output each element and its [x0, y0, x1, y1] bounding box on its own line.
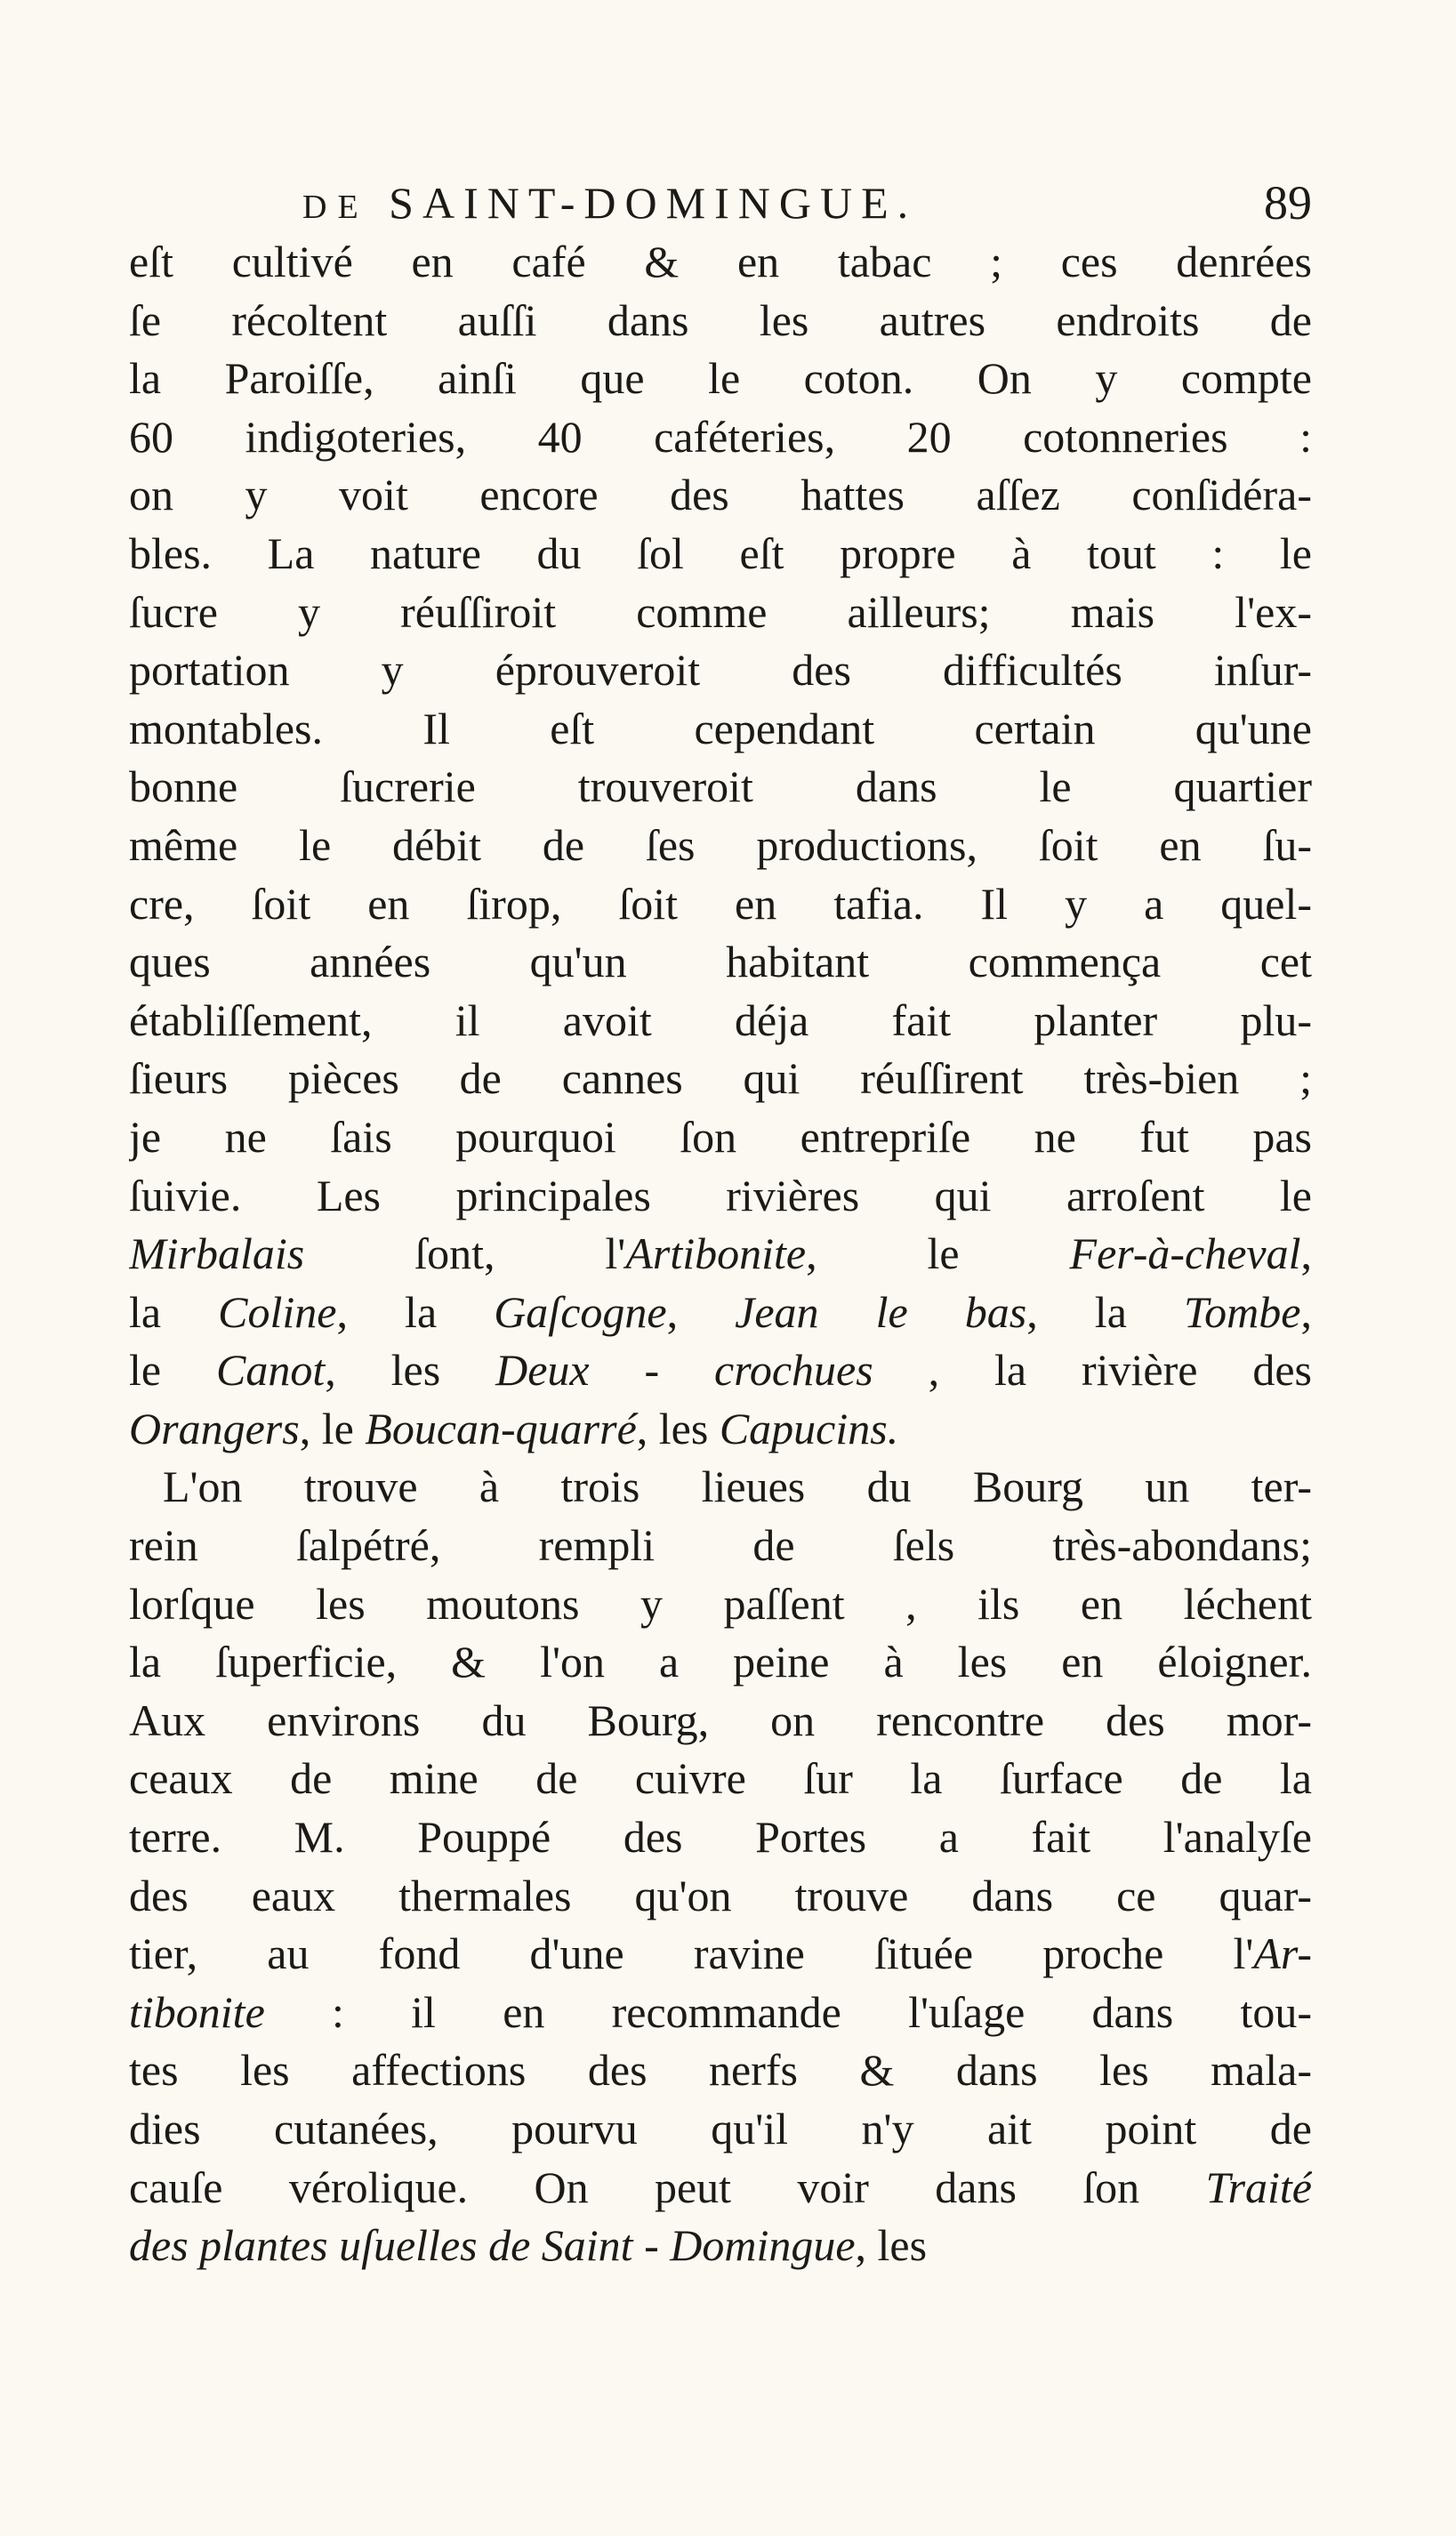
text-run: lorſque les moutons y paſſent , ils en léchent — [129, 1578, 1312, 1629]
text-run: la — [129, 1286, 219, 1337]
text-line — [129, 700, 1312, 759]
text-line — [129, 1575, 1312, 1634]
text-run: : il en recommande l'uſage dans tou- — [264, 1986, 1312, 2037]
text-run: ceaux de mine de cuivre ſur la ſurface de la — [129, 1753, 1312, 1804]
text-run: cre, ſoit en ſirop, ſoit en tafia. Il y a quel- — [129, 878, 1312, 929]
text-line — [129, 1225, 1312, 1284]
text-line — [129, 933, 1312, 992]
body-text — [129, 233, 1312, 2275]
text-line — [129, 1984, 1312, 2042]
running-title — [302, 174, 917, 236]
italic-text: Orangers — [129, 1403, 300, 1453]
text-run: , la — [336, 1286, 495, 1337]
text-run: 60 indigoteries, 40 caféteries, 20 cotonneries : — [129, 411, 1312, 462]
text-line — [129, 292, 1312, 350]
text-run: , — [1300, 1286, 1312, 1337]
italic-text: Canot — [216, 1345, 326, 1396]
text-line — [129, 584, 1312, 642]
text-run: L'on trouve à trois lieues du Bourg un ter- — [163, 1461, 1312, 1512]
text-line — [129, 1400, 1312, 1459]
text-run: cauſe vérolique. On peut voir dans ſon — [129, 2162, 1206, 2212]
text-run: ſont, l' — [304, 1228, 626, 1279]
italic-text: Artibonite — [625, 1228, 807, 1279]
italic-text: des plantes uſuelles de Saint - Domingue — [129, 2220, 856, 2271]
text-line — [129, 1108, 1312, 1167]
text-run: ques années qu'un habitant commença cet — [129, 937, 1312, 987]
text-run: établiſſement, il avoit déja fait planter plu- — [129, 994, 1312, 1045]
text-run: , les — [855, 2220, 928, 2271]
italic-text: Gaſcogne — [494, 1286, 667, 1337]
text-run: le — [129, 1345, 216, 1396]
text-line — [129, 992, 1312, 1051]
italic-text: Jean le bas — [735, 1286, 1027, 1337]
text-run: montables. Il eſt cependant certain qu'une — [129, 703, 1312, 753]
text-run: même le débit de ſes productions, ſoit en ſu- — [129, 819, 1312, 870]
text-run: la Paroiſſe, ainſi que le coton. On y compte — [129, 353, 1312, 404]
text-run: , le — [299, 1403, 366, 1453]
italic-text: Boucan-quarré — [365, 1403, 637, 1453]
text-run: la ſuperficie, & l'on a peine à les en éloigner. — [129, 1637, 1312, 1687]
text-line — [129, 1284, 1312, 1342]
text-line — [129, 1167, 1312, 1226]
text-line — [129, 466, 1312, 525]
text-line — [129, 1633, 1312, 1692]
italic-text: Fer-à-cheval — [1069, 1228, 1301, 1279]
italic-text: Mirbalais — [129, 1228, 305, 1279]
text-run: ſe récoltent auſſi dans les autres endroits de — [129, 294, 1312, 345]
text-line — [129, 1341, 1312, 1400]
text-run: , — [666, 1286, 736, 1337]
text-line — [129, 641, 1312, 700]
text-line — [129, 758, 1312, 817]
text-run: bles. La nature du ſol eſt propre à tout : le — [129, 527, 1312, 578]
text-line — [129, 408, 1312, 467]
text-run: , les — [636, 1403, 720, 1453]
italic-text: Ar- — [1253, 1928, 1312, 1979]
text-line — [129, 1750, 1312, 1808]
text-line — [129, 1692, 1312, 1751]
italic-text: Deux - crochues — [495, 1345, 873, 1396]
text-line — [129, 350, 1312, 408]
text-run: ſucre y réuſſiroit comme ailleurs; mais l'ex- — [129, 586, 1312, 637]
text-line — [129, 817, 1312, 875]
text-run: tier, au fond d'une ravine ſituée proche l' — [129, 1928, 1254, 1979]
text-run: je ne ſais pourquoi ſon entrepriſe ne fut pas — [129, 1111, 1312, 1162]
text-line — [129, 1925, 1312, 1984]
italic-text: Tombe — [1183, 1286, 1301, 1337]
text-line — [129, 1808, 1312, 1867]
text-line — [129, 525, 1312, 584]
text-line — [129, 2217, 1312, 2275]
text-line — [129, 2159, 1312, 2218]
text-run: tes les affections des nerfs & dans les mala- — [129, 2045, 1312, 2096]
text-run: , la — [1026, 1286, 1184, 1337]
text-run: on y voit encore des hattes aſſez conſidéra- — [129, 470, 1312, 520]
text-run: ſuivie. Les principales rivières qui arroſent le — [129, 1170, 1312, 1220]
text-line — [129, 1458, 1312, 1517]
text-run: eſt cultivé en café & en tabac ; ces denrées — [129, 237, 1312, 286]
text-run: , les — [325, 1345, 496, 1396]
text-line — [129, 1867, 1312, 1926]
text-run: des eaux thermales qu'on trouve dans ce quar- — [129, 1870, 1312, 1920]
text-run: ſieurs pièces de cannes qui réuſſirent très-bien ; — [129, 1053, 1312, 1104]
italic-text: tibonite — [129, 1986, 265, 2037]
text-run: bonne ſucrerie trouveroit dans le quartier — [129, 761, 1312, 812]
italic-text: Traité — [1205, 2162, 1312, 2212]
text-run: rein ſalpétré, rempli de ſels très-abondans; — [129, 1520, 1312, 1571]
text-run: , — [1300, 1228, 1312, 1279]
page-number: 89 — [1264, 176, 1312, 229]
text-line — [129, 1517, 1312, 1575]
text-line — [129, 1050, 1312, 1108]
running-head — [129, 174, 1312, 231]
text-line — [129, 2100, 1312, 2159]
text-run: terre. M. Pouppé des Portes a fait l'analyſe — [129, 1812, 1312, 1863]
text-run: dies cutanées, pourvu qu'il n'y ait point de — [129, 2104, 1312, 2154]
running-title-name: SAINT-DOMINGUE. — [389, 178, 918, 228]
text-run: , la rivière des — [873, 1345, 1312, 1396]
text-run: , le — [806, 1228, 1070, 1279]
running-title-prefix: DE — [302, 189, 369, 226]
italic-text: Coline — [218, 1286, 337, 1337]
text-line — [129, 875, 1312, 934]
text-line — [129, 233, 1312, 292]
text-run: portation y éprouveroit des difficultés inſur- — [129, 645, 1312, 696]
text-line — [129, 2041, 1312, 2100]
text-run: Aux environs du Bourg, on rencontre des mor- — [129, 1695, 1312, 1745]
italic-text: Capucins. — [719, 1403, 899, 1453]
